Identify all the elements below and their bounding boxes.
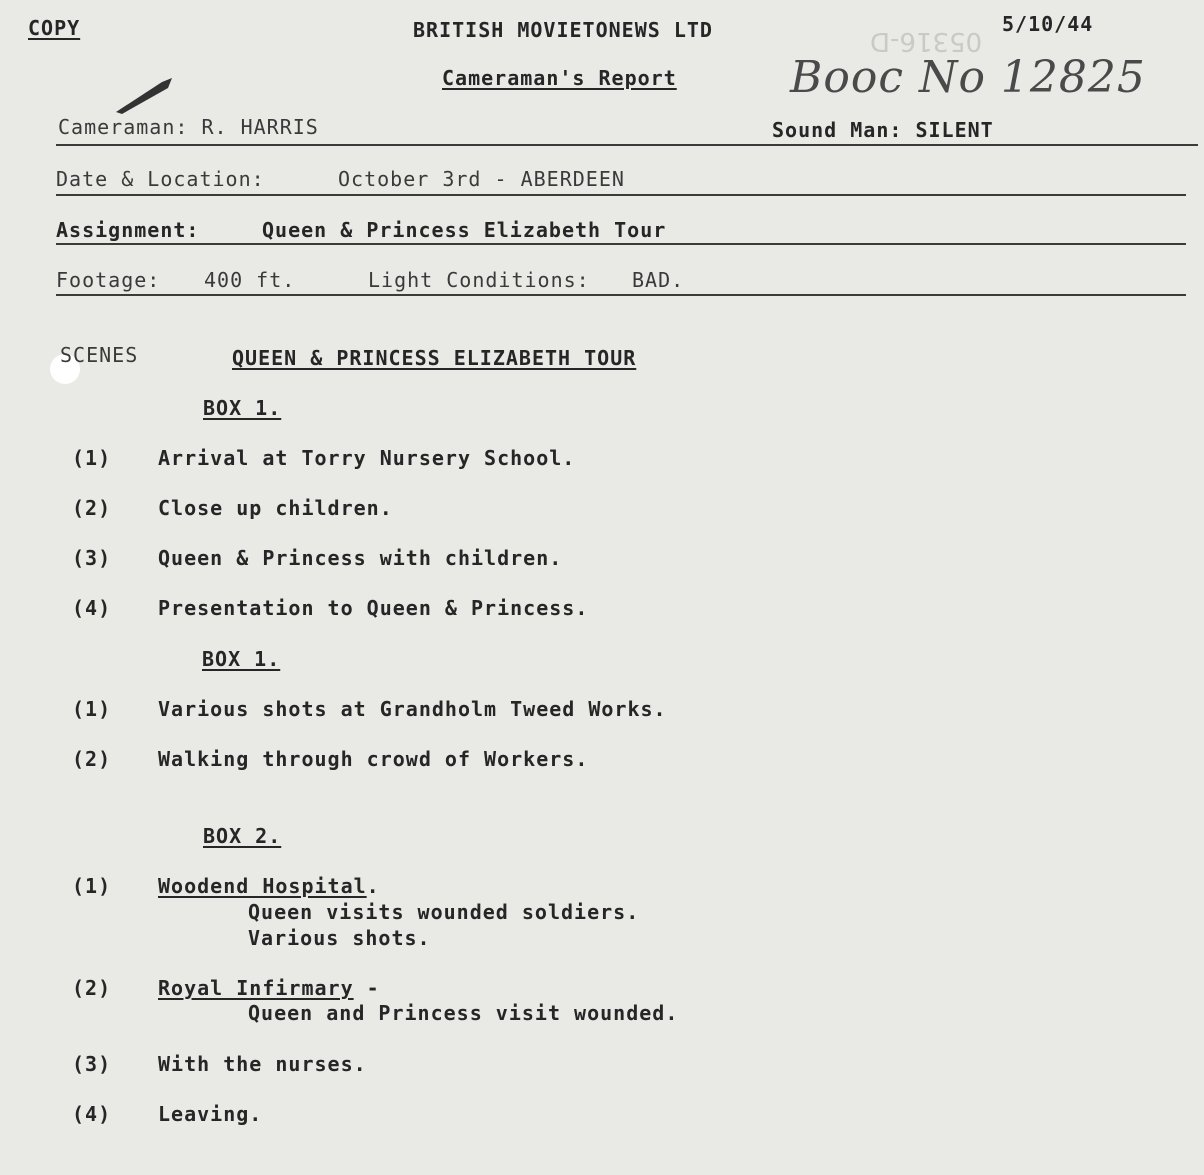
scene-text: Various shots at Grandholm Tweed Works. — [158, 697, 667, 721]
scene-location-suffix: - — [353, 976, 380, 1000]
cameraman-field: Cameraman: R. HARRIS — [58, 115, 319, 139]
box-title: BOX 2. — [203, 824, 282, 848]
light-conditions-label: Light Conditions: — [368, 268, 590, 292]
assignment-label: Assignment: — [56, 218, 200, 242]
date-location-label: Date & Location: — [56, 167, 265, 191]
scene-text: Leaving. — [158, 1102, 263, 1126]
scene-number: (1) — [72, 446, 112, 470]
field-rule — [56, 294, 1186, 296]
scene-number: (1) — [72, 697, 112, 721]
handwritten-booking-number: Booc No 12825 — [790, 52, 1146, 103]
footage-value: 400 ft. — [204, 268, 296, 292]
footage-label: Footage: — [56, 268, 161, 292]
scene-text: Various shots. — [248, 926, 431, 950]
pen-mark-icon — [114, 76, 174, 114]
scene-number: (3) — [72, 546, 112, 570]
scene-text: With the nurses. — [158, 1052, 367, 1076]
scene-location-line — [158, 978, 380, 998]
scene-location-title: Royal Infirmary — [158, 976, 354, 1000]
scene-location-line — [158, 876, 380, 896]
scene-text: Arrival at Torry Nursery School. — [158, 446, 576, 470]
faint-stamp-number: 05316-D — [870, 26, 983, 56]
field-rule — [56, 243, 1186, 245]
scene-number: (2) — [72, 976, 112, 1000]
scene-number: (1) — [72, 874, 112, 898]
scene-text: Presentation to Queen & Princess. — [158, 596, 589, 620]
scenes-label: SCENES — [60, 343, 139, 367]
scene-text: Walking through crowd of Workers. — [158, 747, 589, 771]
report-date: 5/10/44 — [1002, 12, 1094, 36]
scene-number: (3) — [72, 1052, 112, 1076]
scene-location-title: Woodend Hospital — [158, 874, 367, 898]
scene-number: (4) — [72, 596, 112, 620]
report-title: Cameraman's Report — [442, 66, 677, 90]
scene-text: Queen and Princess visit wounded. — [248, 1001, 679, 1025]
scenes-heading: QUEEN & PRINCESS ELIZABETH TOUR — [232, 346, 637, 370]
sound-man-field: Sound Man: SILENT — [772, 118, 994, 142]
box-title: BOX 1. — [202, 647, 281, 671]
field-rule — [56, 144, 1198, 146]
box-title: BOX 1. — [203, 396, 282, 420]
company-name: BRITISH MOVIETONEWS LTD — [413, 18, 713, 42]
scene-text: Close up children. — [158, 496, 393, 520]
assignment-value: Queen & Princess Elizabeth Tour — [262, 218, 667, 242]
scene-text: Queen visits wounded soldiers. — [248, 900, 640, 924]
copy-label: COPY — [28, 16, 81, 40]
field-rule — [56, 194, 1186, 196]
scene-text: Queen & Princess with children. — [158, 546, 563, 570]
scene-number: (2) — [72, 747, 112, 771]
date-location-value: October 3rd - ABERDEEN — [338, 167, 625, 191]
scene-number: (4) — [72, 1102, 112, 1126]
scene-location-suffix: . — [366, 874, 380, 898]
light-conditions-value: BAD. — [632, 268, 685, 292]
scene-number: (2) — [72, 496, 112, 520]
